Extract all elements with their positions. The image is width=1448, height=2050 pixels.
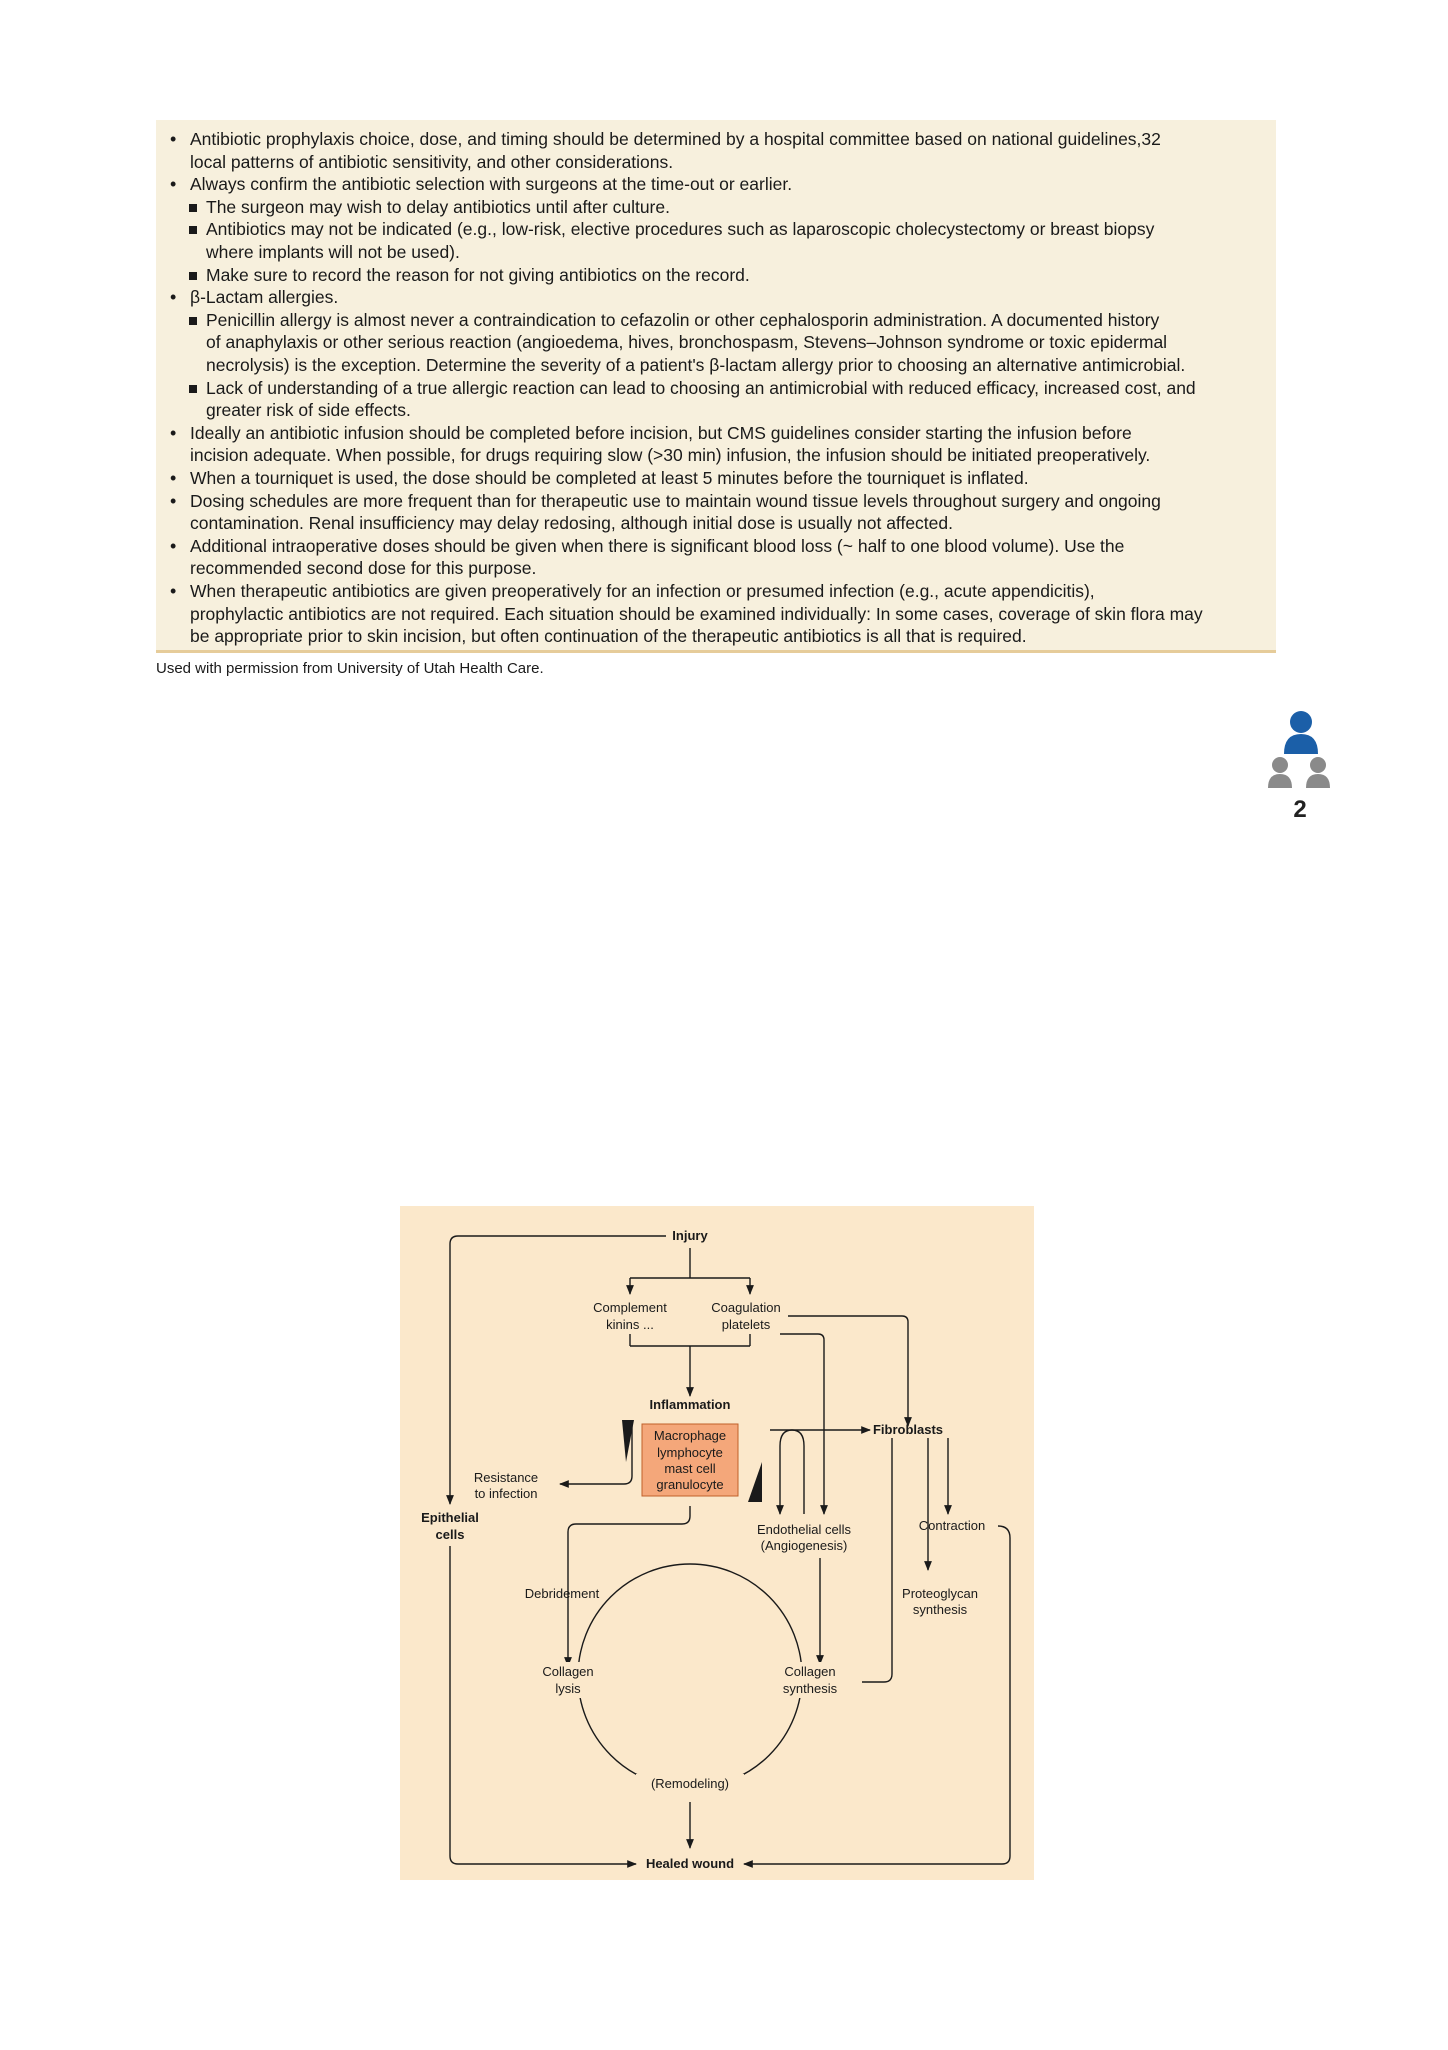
square-marker — [189, 317, 197, 325]
bullet-marker: • — [170, 581, 177, 601]
guideline-line: greater risk of side effects. — [206, 400, 411, 421]
guideline-line: Antibiotic prophylaxis choice, dose, and timing should be determined by a hospital committee based on national guidelines,32 — [190, 129, 1161, 149]
guideline-line: The surgeon may wish to delay antibiotics until after culture. — [206, 196, 670, 217]
guideline-line: When a tourniquet is used, the dose should be completed at least 5 minutes before the tourniquet is inflated. — [190, 468, 1029, 488]
guideline-line: of anaphylaxis or other serious reaction (angioedema, hives, bronchospasm, Stevens–Johnson syndrome or toxic epidermal — [206, 332, 1168, 353]
guideline-line: Make sure to record the reason for not giving antibiotics on the record. — [206, 264, 750, 285]
bullet-marker: • — [170, 468, 177, 488]
guideline-line: incision adequate. When possible, for drugs requiring slow (>30 min) infusion, the infusion should be initiated preoperatively. — [190, 445, 1151, 466]
guideline-line: recommended second dose for this purpose. — [190, 558, 537, 579]
guideline-line: where implants will not be used). — [206, 242, 460, 262]
collagen-synthesis-label: synthesis — [782, 1681, 838, 1696]
bullet-marker: • — [170, 174, 177, 195]
epithelial-label: Epithelial — [421, 1510, 479, 1525]
guideline-line: β-Lactam allergies. — [190, 287, 339, 308]
injury-label: Injury — [672, 1228, 708, 1243]
guideline-line: necrolysis) is the exception. Determine the severity of a patient's β-lactam allergy prior to choosing an alternative antimicrobial. — [206, 355, 1186, 375]
guideline-line: Antibiotics may not be indicated (e.g., low-risk, elective procedures such as laparoscopic cholecystectomy or breast biopsy — [206, 219, 1155, 240]
coagulation-label: platelets — [721, 1317, 771, 1332]
resistance-label: to infection — [474, 1486, 538, 1501]
endothelial-label: (Angiogenesis) — [760, 1538, 848, 1553]
cells-label: lymphocyte — [657, 1445, 723, 1460]
square-marker — [189, 226, 197, 234]
guideline-line: Dosing schedules are more frequent than for therapeutic use to maintain wound tissue levels throughout surgery and ongoing — [190, 490, 1161, 511]
wound-healing-diagram — [400, 1206, 1034, 1880]
bullet-marker: • — [170, 422, 177, 443]
bullet-marker: • — [170, 535, 177, 556]
page-number: 2 — [1293, 796, 1307, 823]
bullet-marker: • — [170, 287, 177, 308]
square-marker — [189, 272, 197, 280]
complement-label: kinins ... — [606, 1317, 654, 1332]
square-marker — [189, 385, 197, 393]
guideline-line: Additional intraoperative doses should be given when there is significant blood loss (~ half to one blood volume). Use the — [190, 535, 1125, 556]
inflammation-label: Inflammation — [649, 1397, 731, 1412]
guideline-line: be appropriate prior to skin incision, but often continuation of the therapeutic antibiotics is all that is required. — [190, 626, 1027, 647]
collagen-lysis-label: lysis — [555, 1681, 581, 1696]
remodeling-label: (Remodeling) — [650, 1776, 730, 1791]
triangle-right — [748, 1462, 762, 1502]
collagen-synthesis-label: Collagen — [784, 1664, 836, 1679]
cells-label: granulocyte — [656, 1477, 724, 1492]
endothelial-label: Endothelial cells — [757, 1522, 851, 1537]
cells-label: Macrophage — [653, 1428, 727, 1443]
wound-healing-flow — [400, 1206, 1034, 1880]
guideline-line: When therapeutic antibiotics are given preoperatively for an infection or presumed infection (e.g., acute appendicitis), — [190, 581, 1095, 601]
guideline-line: Penicillin allergy is almost never a contraindication to cefazolin or other cephalosporin administration. A documented history — [206, 309, 1160, 330]
epithelial-label: cells — [435, 1527, 465, 1542]
proteoglycan-label: synthesis — [912, 1602, 968, 1617]
resistance-label: Resistance — [473, 1470, 539, 1485]
healed-label: Healed wound — [645, 1856, 735, 1871]
square-marker — [189, 204, 197, 212]
fibroblasts-label: Fibroblasts — [872, 1422, 944, 1437]
bullet-marker: • — [170, 490, 177, 511]
permission-credit: Used with permission from University of Utah Health Care. — [156, 660, 544, 677]
guideline-line: contamination. Renal insufficiency may delay redosing, although initial dose is usually not affected. — [190, 513, 954, 534]
collagen-lysis-label: Collagen — [542, 1664, 594, 1679]
proteoglycan-label: Proteoglycan — [902, 1586, 978, 1601]
guideline-line: local patterns of antibiotic sensitivity, and other considerations. — [190, 151, 674, 172]
bullet-marker: • — [170, 129, 177, 149]
guideline-line: Always confirm the antibiotic selection with surgeons at the time-out or earlier. — [190, 174, 793, 195]
guidelines-box — [156, 120, 1276, 653]
coagulation-label: Coagulation — [711, 1300, 781, 1315]
complement-label: Complement — [593, 1300, 667, 1315]
guideline-line: Ideally an antibiotic infusion should be completed before incision, but CMS guidelines consider starting the infusion before — [190, 422, 1132, 443]
guideline-line: Lack of understanding of a true allergic reaction can lead to choosing an antimicrobial with reduced efficacy, increased cost, and — [206, 377, 1196, 398]
cells-label: mast cell — [664, 1461, 716, 1476]
contraction-label: Contraction — [918, 1518, 986, 1533]
debridement-label: Debridement — [524, 1586, 600, 1601]
guideline-line: prophylactic antibiotics are not required. Each situation should be examined individually: In some cases, coverage of skin flora may — [190, 603, 1203, 624]
